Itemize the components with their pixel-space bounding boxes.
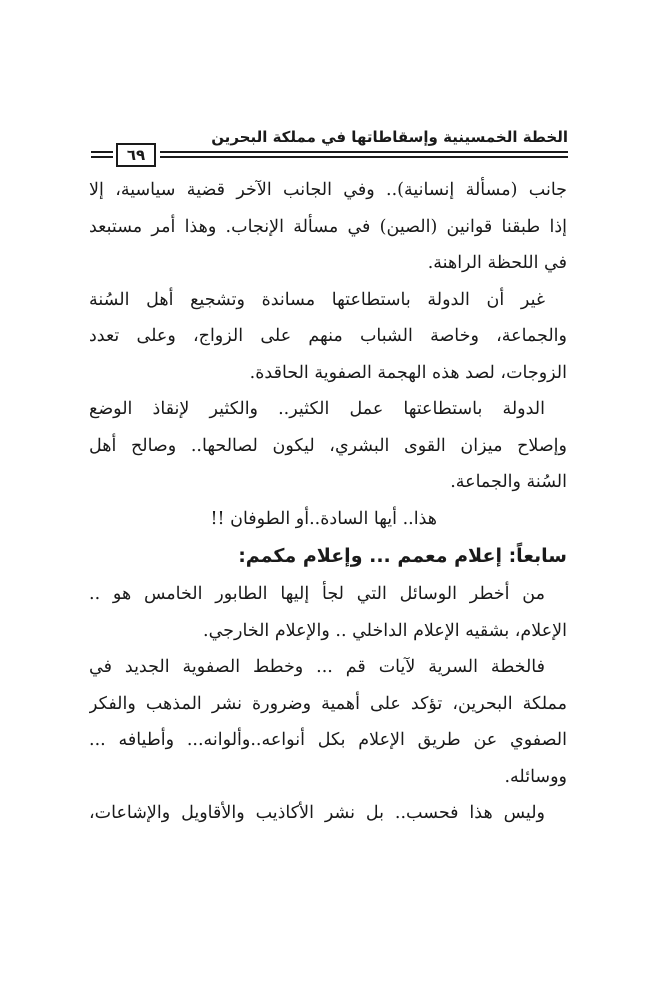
text-line: إذا طبقنا قوانين (الصين) في مسألة الإنجاب. وهذا أمر مستبعد	[89, 216, 567, 237]
paragraph-start-line: وليس هذا فحسب.. بل نشر الأكاذيب والأقاويل والإشاعات،	[89, 803, 545, 823]
header-rule-left-lower	[91, 156, 113, 158]
text-line: الصفوي عن طريق الإعلام بكل أنواعه..وألوانه... وأطيافه ...	[89, 730, 567, 750]
running-header-title: الخطة الخمسينية وإسقاطاتها في مملكة البحرين	[211, 128, 568, 146]
paragraph-start-line: غير أن الدولة باستطاعتها مساندة وتشجيع أهل السُنة	[89, 289, 545, 310]
text-line: الإعلام، بشقيه الإعلام الداخلي .. والإعلام الخارجي.	[203, 620, 567, 641]
text-line: مملكة البحرين، تؤكد على أهمية وضرورة نشر المذهب والفكر	[89, 693, 567, 714]
page-body	[89, 172, 567, 832]
text-line: ووسائله.	[504, 766, 567, 787]
page-number: ٦٩	[116, 143, 156, 167]
text-line: في اللحظة الراهنة.	[427, 253, 567, 273]
header-rule-right-lower	[160, 156, 568, 158]
section-heading: سابعاً: إعلام معمم ... وإعلام مكمم:	[238, 545, 567, 567]
text-line: جانب (مسألة إنسانية).. وفي الجانب الآخر قضية سياسية، إلا	[89, 180, 567, 200]
text-line: الزوجات، لصد هذه الهجمة الصفوية الحاقدة.	[249, 362, 567, 383]
exclamation-line: هذا.. أيها السادة..أو الطوفان !!	[210, 508, 437, 529]
paragraph-start-line: الدولة باستطاعتها عمل الكثير.. والكثير لإنقاذ الوضع	[89, 399, 545, 419]
paragraph-start-line: من أخطر الوسائل التي لجأ إليها الطابور الخامس هو ..	[89, 584, 545, 604]
text-line: السُنة والجماعة.	[450, 472, 567, 492]
text-line: وإصلاح ميزان القوى البشري، ليكون لصالحها.. وصالح أهل	[89, 435, 567, 456]
paragraph-start-line: فالخطة السرية لآيات قم ... وخطط الصفوية الجديد في	[89, 657, 545, 677]
text-line: والجماعة، وخاصة الشباب منهم على الزواج، وعلى تعدد	[89, 326, 567, 346]
header-rule-left	[91, 151, 113, 153]
header-rule-right	[160, 151, 568, 153]
